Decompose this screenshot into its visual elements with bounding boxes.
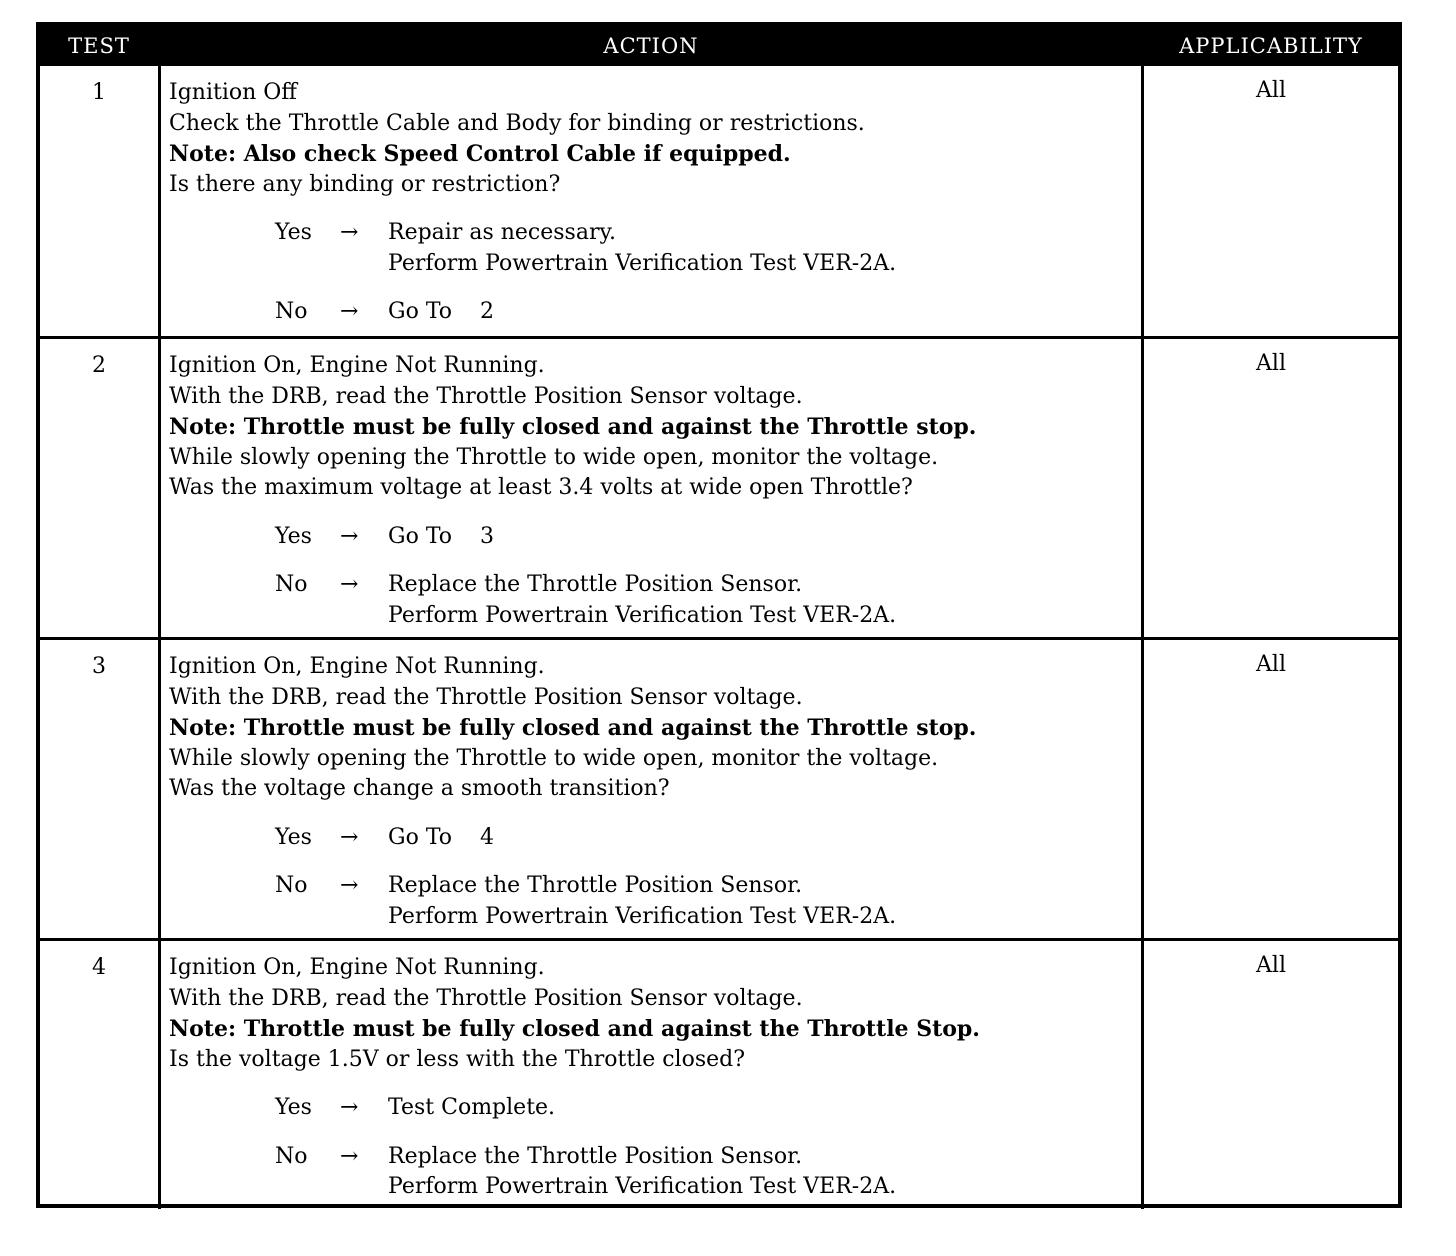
table-row [40, 637, 1398, 938]
answer-text [388, 1093, 555, 1124]
answer-text-line: Replace the Throttle Position Sensor. [388, 1143, 803, 1169]
test-number: 4 [92, 955, 106, 980]
answer-text-line: Perform Powertrain Verification Test VER-2A. [388, 1174, 897, 1199]
action-line: While slowly opening the Throttle to wide open, monitor the voltage. [169, 444, 939, 470]
action-note: Note: Throttle must be fully closed and against the Throttle stop. [169, 414, 977, 440]
action-line: With the DRB, read the Throttle Position Sensor voltage. [169, 985, 803, 1011]
answer-text [388, 1142, 896, 1203]
answer-text [388, 297, 494, 328]
table-row [40, 66, 1398, 336]
arrow-right-icon: → [340, 1095, 359, 1120]
answer-label: No [275, 299, 308, 324]
action-line: Was the maximum voltage at least 3.4 volts at wide open Throttle? [169, 475, 913, 500]
action-note: Note: Throttle must be fully closed and against the Throttle stop. [169, 715, 977, 741]
answer-label: Yes [275, 1095, 312, 1120]
answer-text-line: Perform Powertrain Verification Test VER-2A. [388, 602, 897, 628]
answers [169, 522, 1141, 632]
arrow-right-icon: → [340, 523, 359, 549]
applicability-cell: All [1256, 78, 1286, 103]
arrow-right-icon: → [340, 824, 359, 850]
action-cell [158, 339, 1144, 637]
answer-text-line: Replace the Throttle Position Sensor. [388, 873, 803, 898]
table-row [40, 336, 1398, 637]
action-line: Ignition On, Engine Not Running. [169, 955, 545, 980]
table-body [40, 66, 1398, 1209]
answers [169, 823, 1141, 933]
action-line: Ignition On, Engine Not Running. [169, 654, 545, 679]
action-cell [158, 640, 1144, 938]
arrow-right-icon: → [340, 1143, 359, 1169]
answer-no [169, 297, 1141, 328]
answer-text-line: Repair as necessary. [388, 220, 616, 245]
answer-label: No [275, 873, 308, 898]
action-line: Is there any binding or restriction? [169, 171, 561, 197]
test-number: 3 [92, 654, 106, 679]
arrow-right-icon: → [340, 220, 359, 245]
applicability-cell: All [1256, 953, 1286, 978]
answer-text-line: Replace the Throttle Position Sensor. [388, 572, 803, 597]
answer-text-line: Go To 3 [388, 523, 494, 549]
header-action: ACTION [603, 34, 699, 58]
arrow-right-icon: → [340, 572, 359, 597]
answer-text-line: Perform Powertrain Verification Test VER-2A. [388, 903, 897, 929]
answer-label: No [275, 572, 308, 597]
answer-yes [169, 1093, 1141, 1124]
applicability-cell: All [1256, 652, 1286, 677]
table-header [40, 26, 1398, 66]
arrow-right-icon: → [340, 873, 359, 898]
answers [169, 218, 1141, 328]
applicability-cell: All [1256, 351, 1286, 376]
answer-text-line: Go To 2 [388, 299, 494, 324]
action-line: Ignition On, Engine Not Running. [169, 353, 545, 378]
test-number: 2 [92, 353, 106, 378]
answer-yes [169, 522, 1141, 553]
answer-label: Yes [275, 220, 312, 245]
answer-yes [169, 218, 1141, 279]
answer-no [169, 570, 1141, 631]
answer-text [388, 522, 494, 553]
answer-label: Yes [275, 824, 312, 850]
action-line: While slowly opening the Throttle to wide open, monitor the voltage. [169, 745, 939, 771]
action-line: Check the Throttle Cable and Body for binding or restrictions. [169, 110, 865, 136]
action-line: With the DRB, read the Throttle Position Sensor voltage. [169, 383, 803, 409]
action-line: Is the voltage 1.5V or less with the Throttle closed? [169, 1046, 746, 1072]
answer-text-line: Go To 4 [388, 824, 494, 850]
answer-no [169, 871, 1141, 932]
answers [169, 1093, 1141, 1203]
action-line: With the DRB, read the Throttle Position Sensor voltage. [169, 684, 803, 710]
answer-text-line: Perform Powertrain Verification Test VER-2A. [388, 250, 897, 276]
header-test: TEST [68, 34, 130, 58]
header-applicability: APPLICABILITY [1179, 34, 1363, 58]
answer-yes [169, 823, 1141, 854]
action-cell [158, 66, 1144, 336]
test-number: 1 [92, 80, 106, 105]
answer-text [388, 871, 896, 932]
action-note: Note: Throttle must be fully closed and against the Throttle Stop. [169, 1016, 980, 1042]
action-line: Was the voltage change a smooth transition? [169, 776, 670, 801]
answer-text [388, 823, 494, 854]
diagnostic-table [36, 22, 1402, 1208]
arrow-right-icon: → [340, 299, 359, 324]
action-cell [158, 941, 1144, 1209]
table-row [40, 938, 1398, 1209]
answer-text [388, 570, 896, 631]
answer-no [169, 1142, 1141, 1203]
answer-text [388, 218, 896, 279]
answer-text-line: Test Complete. [388, 1095, 556, 1120]
action-line: Ignition Off [169, 80, 297, 105]
action-note: Note: Also check Speed Control Cable if equipped. [169, 141, 791, 167]
answer-label: Yes [275, 523, 312, 549]
answer-label: No [275, 1143, 308, 1169]
